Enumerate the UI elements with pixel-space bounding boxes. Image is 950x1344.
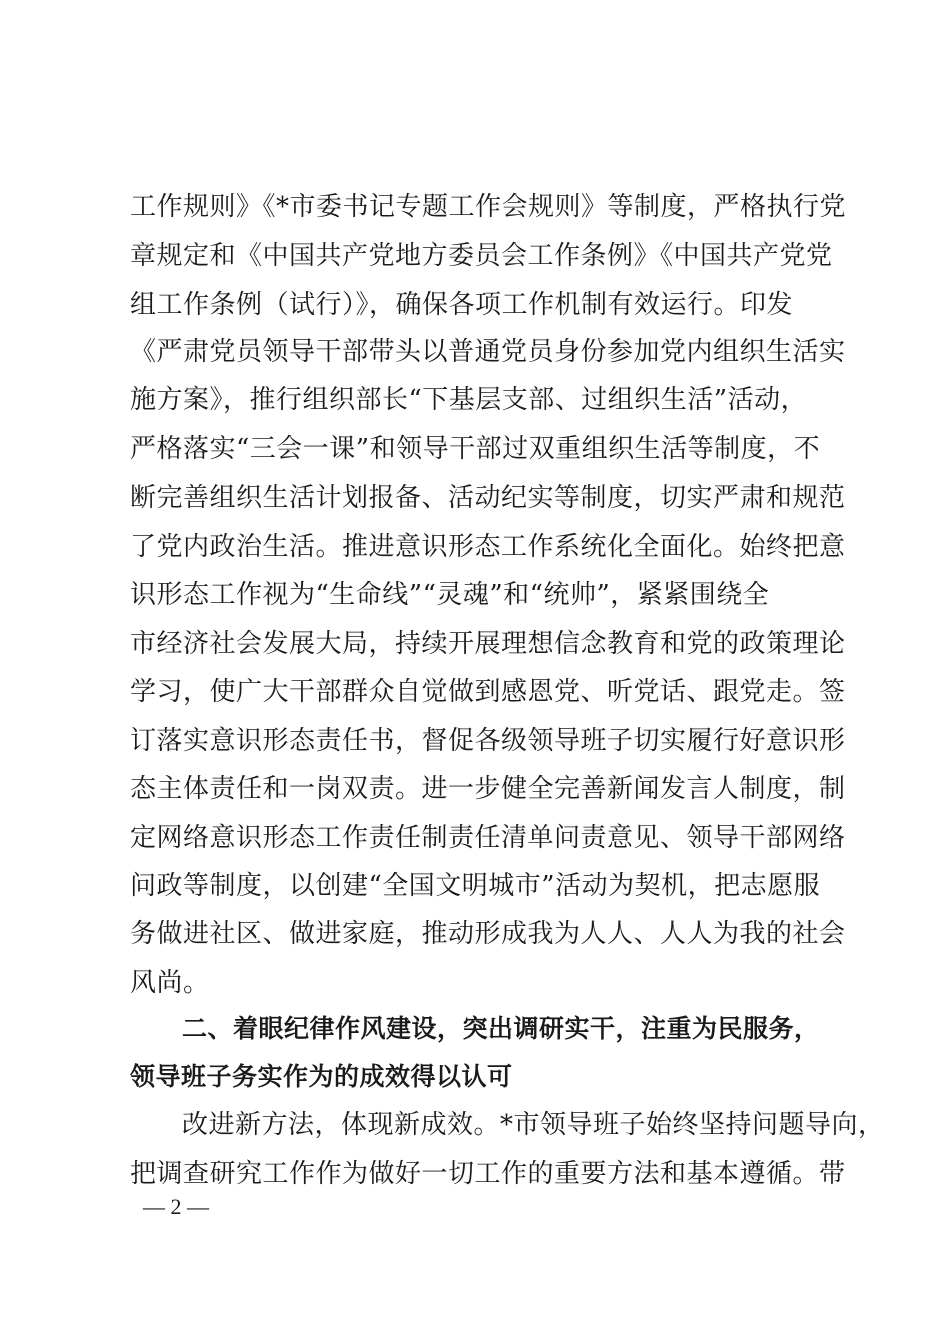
- body-text-line: 了党内政治生活。推进意识形态工作系统化全面化。始终把意: [130, 532, 846, 562]
- body-text-line: 定网络意识形态工作责任制责任清单问责意见、领导干部网络: [130, 823, 846, 853]
- body-text-line: 章规定和《中国共产党地方委员会工作条例》《中国共产党党: [130, 241, 833, 271]
- body-text-line: 学习，使广大干部群众自觉做到感恩党、听党话、跟党走。签: [130, 677, 846, 707]
- body-text-line: 断完善组织生活计划报备、活动纪实等制度，切实严肃和规范: [130, 483, 846, 513]
- page-number: — 2 —: [143, 1194, 209, 1219]
- paragraph-text-line: 把调查研究工作作为做好一切工作的重要方法和基本遵循。带: [130, 1159, 846, 1189]
- section-heading-line: 二、着眼纪律作风建设，突出调研实干，注重为民服务，: [182, 1014, 820, 1043]
- body-text-line: 风尚。: [130, 968, 210, 998]
- section-heading-line: 领导班子务实作为的成效得以认可: [130, 1062, 513, 1091]
- paragraph-text-line: 改进新方法，体现新成效。*市领导班子始终坚持问题导向，: [182, 1110, 885, 1140]
- body-text-line: 工作规则》《*市委书记专题工作会规则》等制度，严格执行党: [130, 192, 847, 222]
- body-text-line: 施方案》，推行组织部长“下基层支部、过组织生活”活动，: [130, 385, 808, 415]
- body-text-line: 态主体责任和一岗双责。进一步健全完善新闻发言人制度，制: [130, 774, 846, 804]
- body-text-line: 识形态工作视为“生命线”“灵魂”和“统帅”，紧紧围绕全: [130, 580, 770, 610]
- body-text-line: 问政等制度，以创建“全国文明城市”活动为契机，把志愿服: [130, 871, 821, 901]
- body-text-line: 严格落实“三会一课”和领导干部过双重组织生活等制度，不: [130, 434, 821, 464]
- body-text-line: 市经济社会发展大局，持续开展理想信念教育和党的政策理论: [130, 629, 846, 659]
- body-text-line: 组工作条例（试行）》，确保各项工作机制有效运行。印发: [130, 290, 794, 320]
- body-text-line: 务做进社区、做进家庭，推动形成我为人人、人人为我的社会: [130, 919, 846, 949]
- body-text-line: 订落实意识形态责任书，督促各级领导班子切实履行好意识形: [130, 726, 846, 756]
- body-text-line: 《严肃党员领导干部带头以普通党员身份参加党内组织生活实: [130, 337, 846, 367]
